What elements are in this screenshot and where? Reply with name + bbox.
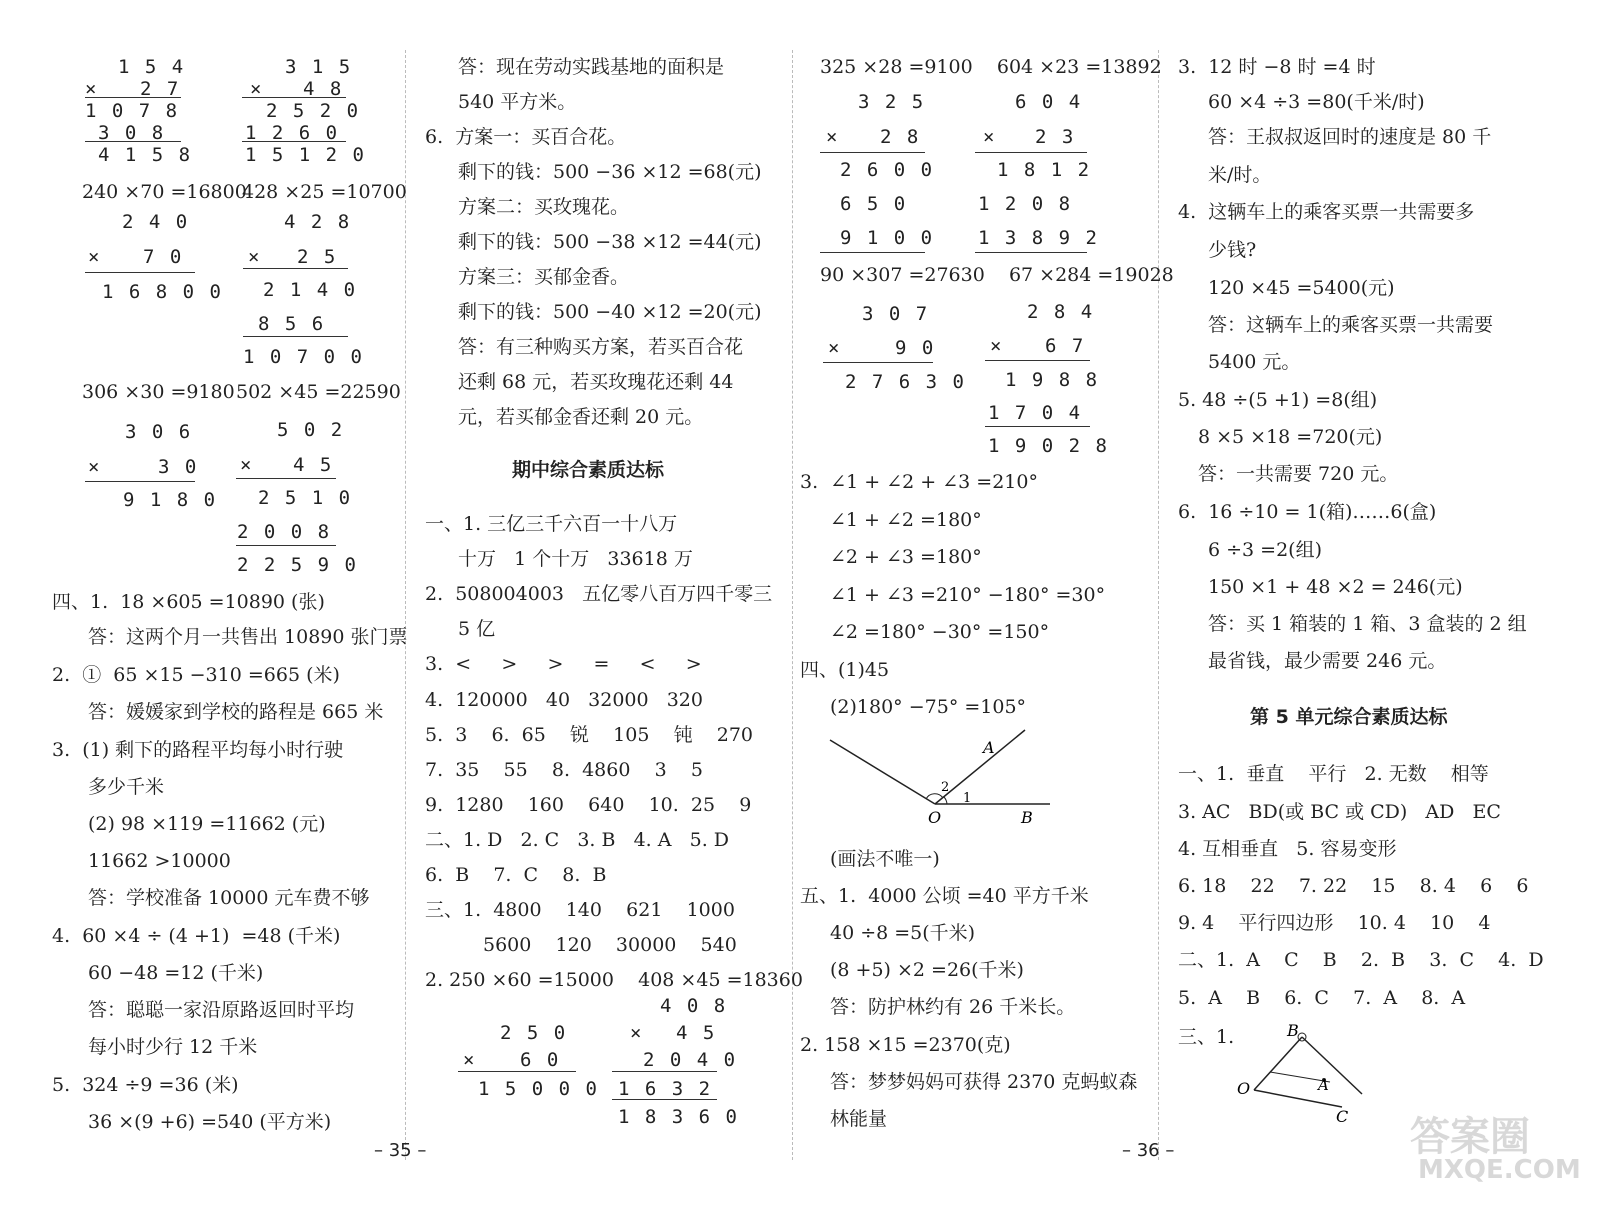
answer-line: ∠1 + ∠2 =180° [830,509,982,531]
calc-digits: 2 5 0 [500,1022,568,1044]
answer-line: 答：有三种购买方案，若买百合花 [458,336,744,358]
answer-line: 五、1. 4000 公顷 =40 平方千米 [800,885,1089,907]
calc-digits: 2 8 4 [1027,301,1095,323]
calc-digits: 3 2 5 [858,91,926,113]
calc-digits: 2 4 0 [122,211,190,233]
answer-line: 306 ×30 =9180 [82,381,235,403]
answer-line: 剩下的钱：500 −40 ×12 =20(元) [458,301,762,323]
calc-digits: × [463,1049,477,1071]
answer-line: 剩下的钱：500 −38 ×12 =44(元) [458,231,762,253]
answer-line: 二、1. D 2. C 3. B 4. A 5. D [425,829,730,851]
calc-digits: 6 0 4 [1015,91,1083,113]
calc-digits: 2 6 0 0 [840,159,935,181]
calc-digits: 2 7 6 3 0 [845,371,966,393]
answer-line: 40 ÷8 =5(千米) [830,922,976,944]
calc-digits: 3 0 6 [125,421,193,443]
answer-line: 米/时。 [1208,164,1272,186]
answer-line: 答：防护林约有 26 千米长。 [830,996,1076,1018]
answer-line: 一、1. 垂直 平行 2. 无数 相等 [1178,763,1489,785]
calc-digits: 9 0 [895,337,936,359]
answer-line: 方案二：买玫瑰花。 [458,196,630,218]
label-o: O [928,808,942,827]
answer-line: 元，若买郁金香还剩 20 元。 [458,406,704,428]
answer-line: 5. 3 6. 65 锐 105 钝 270 [425,724,754,746]
answer-line: 3. < > > = < > [425,653,702,675]
calc-digits: 1 2 6 0 [245,122,340,144]
answer-line: 4. 这辆车上的乘客买票一共需要多 [1178,201,1475,223]
answer-line: 答：学校准备 10000 元车费不够 [88,887,370,909]
calc-digits: 2 8 [880,126,921,148]
answer-line: 4. 互相垂直 5. 容易变形 [1178,838,1397,860]
answer-line: 答：现在劳动实践基地的面积是 [458,56,725,78]
answer-line: 5. 48 ÷(5 +1) =8(组) [1178,389,1378,411]
column-separator [792,50,793,1160]
answer-line: 150 ×1 + 48 ×2 = 246(元) [1208,576,1463,598]
calc-digits: × [828,337,842,359]
answer-line: 6. 方案一：买百合花。 [425,126,627,148]
answer-line: 还剩 68 元，若买玫瑰花还剩 44 [458,371,734,393]
calc-digits: × [990,335,1004,357]
answer-line: 二、1. A C B 2. B 3. C 4. D [1178,949,1544,971]
label-1: 1 [963,791,972,806]
label-o: O [1237,1079,1251,1098]
calc-digits: 1 9 8 8 [1005,369,1100,391]
calc-digits: 3 0 8 [98,122,166,144]
watermark-logo: 答案圈 [1410,1114,1530,1160]
label-c: C [1336,1107,1349,1126]
calc-digits: 4 1 5 8 [98,144,193,166]
answer-line: 答：梦梦妈妈可获得 2370 克蚂蚁森 [830,1071,1138,1093]
parallelogram-figure [1232,1022,1382,1127]
answer-line: 四、(1)45 [800,659,890,681]
answer-line: 120 ×45 =5400(元) [1208,277,1395,299]
answer-line: 6. 18 22 7. 22 15 8. 4 6 6 [1178,875,1529,897]
answer-line: (2)180° −75° =105° [830,696,1027,718]
calc-digits: 2 5 1 0 [258,487,353,509]
answer-line: 9. 4 平行四边形 10. 4 10 4 [1178,912,1491,934]
answer-line: 2. ① 65 ×15 −310 =665 (米) [52,664,340,686]
calc-digits: 7 0 [143,246,184,268]
answer-line: 林能量 [830,1108,888,1130]
calc-digits: 1 5 4 [118,56,186,78]
calc-digits: × [88,456,102,478]
calc-digits: 4 5 [293,454,334,476]
calc-digits: × [85,78,99,100]
calc-digits: 4 0 8 [660,995,728,1017]
answer-line: (8 +5) ×2 =26(千米) [830,959,1024,981]
calc-digits: 4 2 8 [284,211,352,233]
answer-line: 5 亿 [458,618,496,640]
answer-line: 答：这两个月一共售出 10890 张门票 [88,626,408,648]
answer-line: 5400 元。 [1208,351,1301,373]
calc-digits: 1 0 7 8 [85,100,180,122]
answer-line: 每小时少行 12 千米 [88,1036,258,1058]
answer-line: 答：媛媛家到学校的路程是 665 米 [88,701,384,723]
answer-line: 8 ×5 ×18 =720(元) [1198,426,1383,448]
answer-line: 36 ×(9 +6) =540 (平方米) [88,1111,332,1133]
calc-digits: 6 0 [520,1049,561,1071]
calc-digits: 3 0 7 [862,303,930,325]
answer-line: 三、1. [1178,1026,1235,1048]
answer-line: 方案三：买郁金香。 [458,266,630,288]
answer-line: 答：这辆车上的乘客买票一共需要 [1208,314,1494,336]
column-separator [405,50,406,1160]
calc-digits: 1 8 3 6 0 [618,1106,739,1128]
answer-line: 答：买 1 箱装的 1 箱、3 盒装的 2 组 [1208,613,1527,635]
answer-line: 答：王叔叔返回时的速度是 80 千 [1208,126,1492,148]
calc-digits: 1 3 8 9 2 [978,227,1099,249]
answer-line: 540 平方米。 [458,91,577,113]
answer-line: ∠2 + ∠3 =180° [830,546,982,568]
calc-digits: 9 1 8 0 [123,489,218,511]
answer-line: 2. 508004003 五亿零八百万四千零三 [425,583,773,605]
ray-left [830,740,935,804]
calc-digits: 4 5 [676,1022,717,1044]
calc-digits: × [983,126,997,148]
page-number-right: – 36 – [1122,1140,1175,1161]
calc-digits: 9 1 0 0 [840,227,935,249]
calc-digits: 2 3 [1035,126,1076,148]
watermark-url: MXQE.COM [1418,1155,1581,1185]
calc-digits: 1 6 8 0 0 [102,281,223,303]
calc-digits: 3 1 5 [285,56,353,78]
label-b: B [1021,808,1033,827]
answer-line: 6. 16 ÷10 = 1(箱)……6(盒) [1178,501,1437,523]
calc-digits: × [240,454,254,476]
answer-line: 一、1. 三亿三千六百一十八万 [425,513,678,535]
label-a: A [983,738,995,757]
calc-digits: 1 0 7 0 0 [243,346,364,368]
calc-digits: × [250,78,264,100]
answer-line: 3. AC BD(或 BC 或 CD) AD EC [1178,801,1501,823]
answer-line: (2) 98 ×119 =11662 (元) [88,813,326,835]
answer-line: 60 −48 =12 (千米) [88,962,264,984]
answer-line: 7. 35 55 8. 4860 3 5 [425,759,703,781]
calc-digits: 1 7 0 4 [988,402,1083,424]
calc-digits: × [826,126,840,148]
answer-line: 4. 60 ×4 ÷ (4 +1) =48 (千米) [52,925,341,947]
answer-line: 四、1. 18 ×605 =10890 (张) [52,591,325,613]
calc-digits: 5 0 2 [277,419,345,441]
page-number-left: – 35 – [374,1140,427,1161]
column-separator [1158,50,1159,1160]
calc-digits: 1 9 0 2 8 [988,435,1109,457]
answer-line: 答：聪聪一家沿原路返回时平均 [88,999,355,1021]
section-heading: 期中综合素质达标 [512,459,665,481]
calc-digits: 6 5 0 [840,193,908,215]
calc-digits: 2 1 4 0 [263,279,358,301]
answer-line: 3. 12 时 −8 时 =4 时 [1178,56,1376,78]
answer-line: 3. (1) 剩下的路程平均每小时行驶 [52,739,344,761]
answer-line: 60 ×4 ÷3 =80(千米/时) [1208,91,1425,113]
calc-digits: × [248,246,262,268]
answer-line: 502 ×45 =22590 [236,381,401,403]
answer-line: 十万 1 个十万 33618 万 [458,548,693,570]
calc-digits: 2 5 [297,246,338,268]
calc-digits: 4 8 [303,78,344,100]
calc-digits: 3 0 [158,456,199,478]
answer-line: 9. 1280 160 640 10. 25 9 [425,794,752,816]
calc-digits: × [630,1022,644,1044]
answer-line: 最省钱，最少需要 246 元。 [1208,650,1447,672]
answer-line: 90 ×307 =27630 67 ×284 =19028 [820,264,1174,286]
answer-line: 3. ∠1 + ∠2 + ∠3 =210° [800,471,1038,493]
calc-digits: × [88,246,102,268]
answer-line: 6 ÷3 =2(组) [1208,539,1323,561]
answer-line: 4. 120000 40 32000 320 [425,689,703,711]
answer-line: 5. 324 ÷9 =36 (米) [52,1074,239,1096]
answer-line: 多少千米 [88,776,165,798]
label-2: 2 [941,780,950,795]
answer-line: 2. 250 ×60 =15000 408 ×45 =18360 [425,969,803,991]
calc-digits: 1 8 1 2 [997,159,1092,181]
label-a: A [1318,1076,1329,1094]
answer-line: 三、1. 4800 140 621 1000 [425,899,735,921]
calc-digits: 8 5 6 [258,313,326,335]
answer-line: 6. B 7. C 8. B [425,864,607,886]
answer-line: 剩下的钱：500 −36 ×12 =68(元) [458,161,762,183]
calc-digits: 6 7 [1045,335,1086,357]
answer-line: 5600 120 30000 540 [483,934,737,956]
calc-digits: 1 6 3 2 [618,1078,713,1100]
calc-digits: 1 5 0 0 0 [478,1078,599,1100]
answer-line: 428 ×25 =10700 [242,181,407,203]
calc-digits: 2 7 [140,78,181,100]
answer-line: 11662 >10000 [88,850,231,872]
calc-digits: 2 5 2 0 [266,100,361,122]
answer-line: ∠1 + ∠3 =210° −180° =30° [830,584,1106,606]
calc-digits: 1 5 1 2 0 [245,144,366,166]
calc-digits: 2 0 4 0 [643,1049,738,1071]
answer-line: 2. 158 ×15 =2370(克) [800,1034,1011,1056]
label-b: B [1287,1022,1299,1040]
answer-line: 5. A B 6. C 7. A 8. A [1178,987,1466,1009]
angle-figure [825,725,1065,835]
calc-digits: 2 0 0 8 [237,521,332,543]
calc-digits: 1 2 0 8 [978,193,1073,215]
answer-line: 240 ×70 =16800 [82,181,247,203]
answer-line: (画法不唯一) [830,848,940,870]
section-heading: 第 5 单元综合素质达标 [1250,706,1448,728]
answer-line: 少钱? [1208,239,1257,261]
answer-line: 325 ×28 =9100 604 ×23 =13892 [820,56,1162,78]
answer-line: 答：一共需要 720 元。 [1198,463,1399,485]
answer-line: ∠2 =180° −30° =150° [830,621,1050,643]
calc-digits: 2 2 5 9 0 [237,554,358,576]
